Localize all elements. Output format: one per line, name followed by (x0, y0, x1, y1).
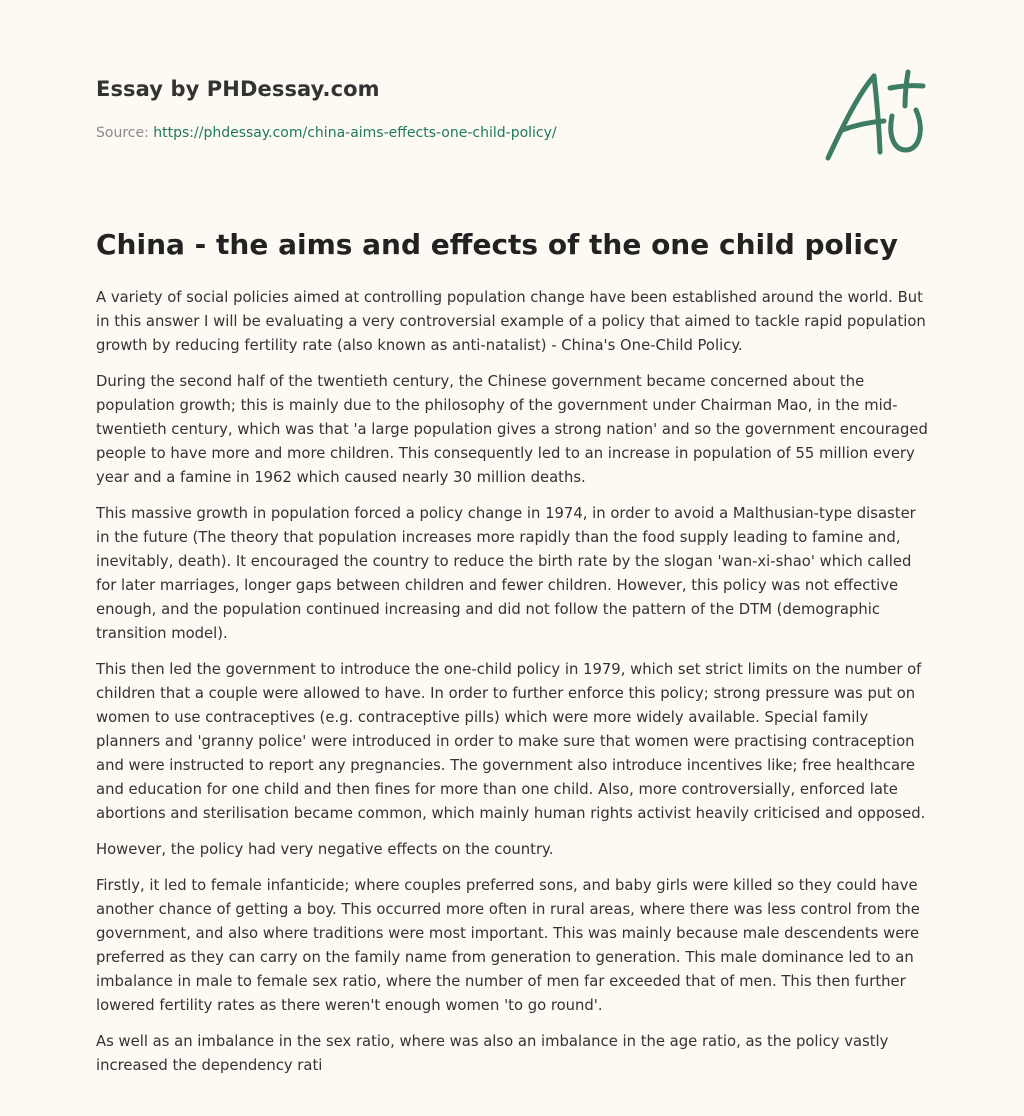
paragraph: During the second half of the twentieth century, the Chinese government became concerned about the population growth; this is mainly due to the philosophy of the government under Chairman Mao, in the mid-twentieth century, which was that 'a large population gives a strong nation' and so the government encouraged people to have more and more children. This consequently led to an increase in population of 55 million every year and a famine in 1962 which caused nearly 30 million deaths. (96, 373, 928, 486)
essay-title: China - the aims and effects of the one child policy (96, 228, 898, 261)
plus-horizontal (890, 86, 923, 88)
source-line (96, 125, 557, 141)
site-brand: Essay by PHDessay.com (96, 77, 380, 101)
paragraph: This massive growth in population forced a policy change in 1974, in order to avoid a Malthusian-type disaster in the future (The theory that population increases more rapidly than the food supply leading to famine and, inevitably, death). It encouraged the country to reduce the birth rate by the slogan 'wan-xi-shao' which called for later marriages, longer gaps between children and fewer children. However, this policy was not effective enough, and the population continued increasing and did not follow the pattern of the DTM (demographic transition model). (96, 505, 916, 642)
smile-hook (891, 110, 921, 150)
a-left-stroke (828, 76, 874, 158)
header (96, 0, 932, 190)
essay-page (96, 0, 932, 1074)
paragraph: As well as an imbalance in the sex ratio, where was also an imbalance in the age ratio, as the policy vastly increased the dependency rati (96, 1033, 889, 1074)
plus-vertical (905, 72, 908, 106)
essay-body (96, 286, 932, 1078)
paragraph: This then led the government to introduce the one-child policy in 1979, which set strict limits on the number of children that a couple were allowed to have. In order to further enforce this policy; strong pressure was put on women to use contraceptives (e.g. contraceptive pills) which were more widely available. Special family planners and 'granny police' were introduced in order to make sure that women were practising contraception and were instructed to report any pregnancies. The government also introduce incentives like; free healthcare and education for one child and then fines for more than one child. Also, more controversially, enforced late abortions and sterilisation became common, which mainly human rights activist heavily criticised and opposed. (96, 661, 926, 822)
paragraph: However, the policy had very negative effects on the country. (96, 841, 554, 858)
a-plus-grade-icon (824, 68, 928, 164)
paragraph: Firstly, it led to female infanticide; where couples preferred sons, and baby girls were killed so they could have another chance of getting a boy. This occurred more often in rural areas, where there was less control from the government, and also where traditions were most important. This was mainly because male descendents were preferred as they can carry on the family name from generation to generation. This male dominance led to an imbalance in male to female sex ratio, where the number of men far exceeded that of men. This then further lowered fertility rates as there weren't enough women 'to go round'. (96, 877, 920, 1014)
paragraph: A variety of social policies aimed at controlling population change have been established around the world. But in this answer I will be evaluating a very controversial example of a policy that aimed to tackle rapid population growth by reducing fertility rate (also known as anti-natalist) - China's One-Child Policy. (96, 289, 926, 354)
source-link[interactable]: https://phdessay.com/china-aims-effects-one-child-policy/ (153, 125, 557, 141)
a-right-stroke (874, 76, 880, 152)
source-label: Source: (96, 125, 149, 141)
